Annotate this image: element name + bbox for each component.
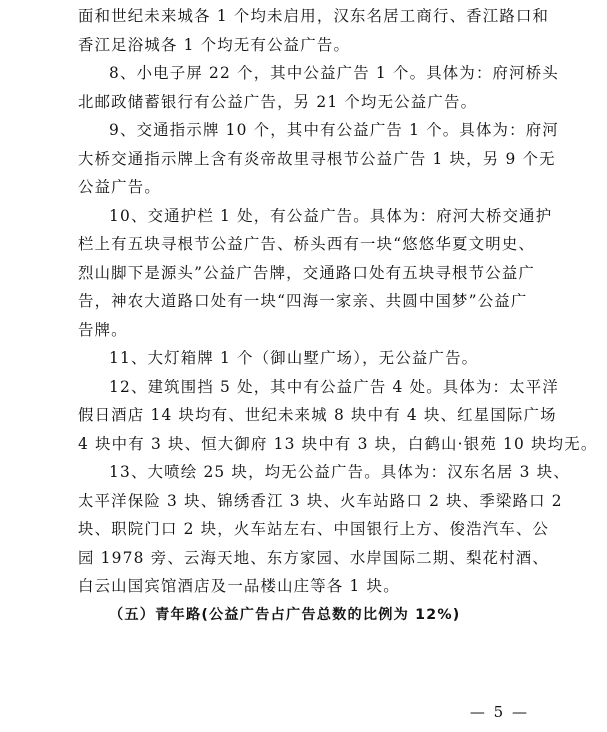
paragraph-9-traffic-signs: [78, 116, 558, 202]
text-line: 告牌。: [78, 320, 128, 339]
text-line: 块、职院门口 2 块，火车站左右、中国银行上方、俊浩汽车、公: [78, 520, 550, 538]
text-line: 烈山脚下是源头”公益广告牌，交通路口处有五块寻根节公益广: [78, 263, 536, 282]
text-line: 公益广告。: [78, 178, 161, 196]
paragraph-7-continuation: [78, 2, 558, 59]
section-heading: （五）青年路(公益广告占广告总数的比例为 12%): [109, 606, 461, 623]
text-line: 告，神农大道路口处有一块“四海一家亲、共圆中国梦”公益广: [78, 292, 528, 310]
paragraph-11-light-boxes: [78, 344, 558, 373]
text-line: 假日酒店 14 块均有、世纪未来城 8 块中有 4 块、红星国际广场: [78, 406, 557, 424]
paragraph-13-large-banners: [78, 458, 570, 601]
paragraph-8-small-screens: [78, 59, 558, 116]
text-line: 9、交通指示牌 10 个，其中有公益广告 1 个。具体为：府河: [109, 121, 559, 139]
text-line: 面和世纪未来城各 1 个均未启用，汉东名居工商行、香江路口和: [78, 7, 550, 25]
text-line: 北邮政储蓄银行有公益广告，另 21 个均无公益广告。: [78, 92, 478, 111]
text-line: 4 块中有 3 块、恒大御府 13 块中有 3 块，白鹤山·银苑 10 块均无。: [78, 434, 598, 453]
text-line: 11、大灯箱牌 1 个（御山墅广场），无公益广告。: [109, 349, 479, 367]
text-line: 太平洋保险 3 块、锦绣香江 3 块、火车站路口 2 块、季梁路口 2: [78, 491, 563, 510]
text-line: 香江足浴城各 1 个均无有公益广告。: [78, 35, 351, 54]
page-number: — 5 —: [469, 703, 529, 721]
text-line: 8、小电子屏 22 个，其中公益广告 1 个。具体为：府河桥头: [109, 64, 559, 82]
text-line: 12、建筑围挡 5 处，其中有公益广告 4 处。具体为：太平洋: [109, 377, 559, 396]
document-body: [78, 2, 598, 629]
paragraph-12-construction-hoardings: [78, 373, 598, 459]
text-line: 13、大喷绘 25 块，均无公益广告。具体为：汉东名居 3 块、: [109, 463, 570, 481]
text-line: 大桥交通指示牌上含有炎帝故里寻根节公益广告 1 块，另 9 个无: [78, 149, 556, 168]
text-line: 白云山国宾馆酒店及一品楼山庄等各 1 块。: [78, 577, 400, 595]
text-line: 园 1978 旁、云海天地、东方家园、水岸国际二期、梨花村酒、: [78, 548, 549, 567]
paragraph-10-traffic-railings: [78, 202, 558, 345]
text-line: 10、交通护栏 1 处，有公益广告。具体为：府河大桥交通护: [109, 206, 553, 225]
text-line: 栏上有五块寻根节公益广告、桥头西有一块“悠悠华夏文明史、: [78, 235, 536, 253]
